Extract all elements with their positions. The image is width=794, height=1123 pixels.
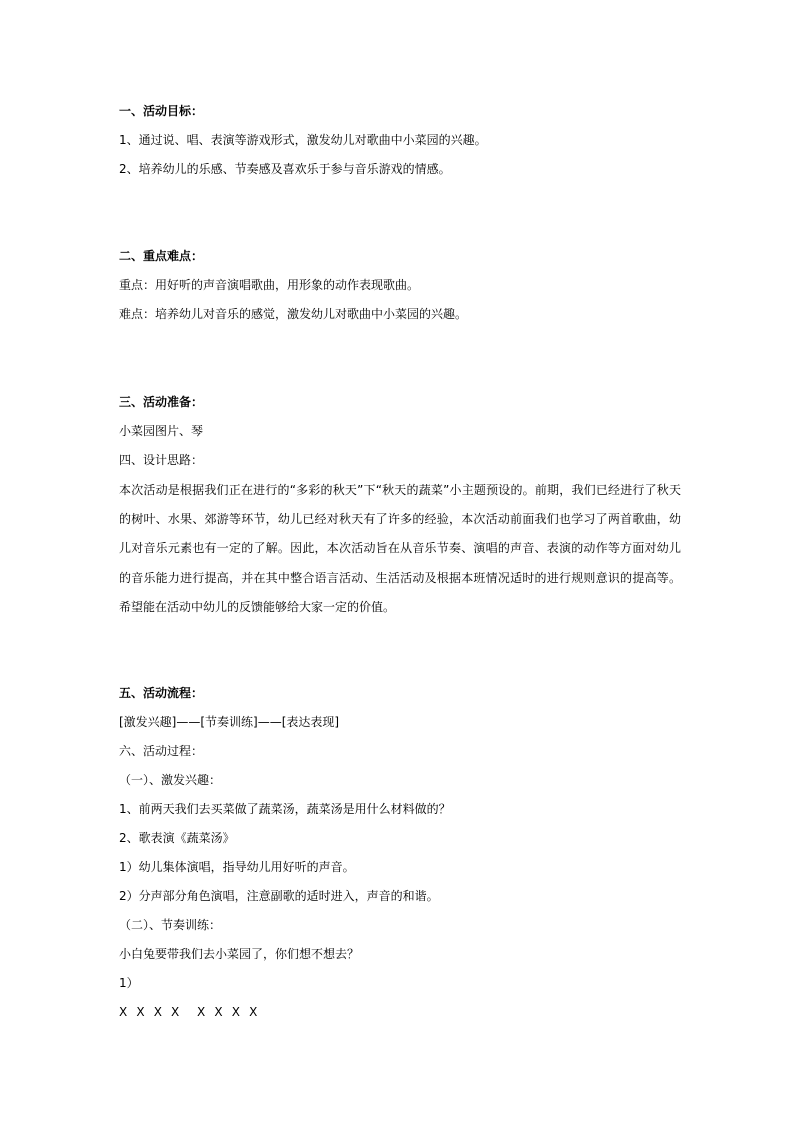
section-heading-design: 四、设计思路： bbox=[119, 453, 204, 467]
preparation-materials: 小菜园图片、琴 bbox=[119, 424, 204, 438]
goal-item-2: 2、培养幼儿的乐感、节奏感及喜欢乐于参与音乐游戏的情感。 bbox=[119, 162, 451, 176]
design-paragraph: 本次活动是根据我们正在进行的“多彩的秋天”下“秋天的蔬菜”小主题预设的。前期，我们已经进行了秋天的树叶、水果、郊游等环节，幼儿已经对秋天有了许多的经验，本次活动前面我们也学习了两首歌曲，幼儿对音乐元素也有一定的了解。因此，本次活动旨在从音乐节奏、演唱的声音、表演的动作等方面对幼儿的音乐能力进行提高，并在其中整合语言活动、生活活动及根据本班情况适时的进行规则意识的提高等。希望能在活动中幼儿的反馈能够给大家一定的价值。 bbox=[119, 483, 681, 614]
section-heading-preparation: 三、活动准备： bbox=[119, 395, 204, 409]
process-part1-step1: 1）幼儿集体演唱，指导幼儿用好听的声音。 bbox=[119, 860, 355, 874]
key-point-focus: 重点：用好听的声音演唱歌曲，用形象的动作表现歌曲。 bbox=[119, 278, 420, 292]
process-part1-step2: 2）分声部分角色演唱，注意副歌的适时进入，声音的和谐。 bbox=[119, 889, 439, 903]
flow-steps: [激发兴趣]——[节奏训练]——[表达表现] bbox=[119, 715, 340, 729]
key-point-difficulty: 难点：培养幼儿对音乐的感觉，激发幼儿对歌曲中小菜园的兴趣。 bbox=[119, 307, 468, 321]
section-heading-key-points: 二、重点难点： bbox=[119, 249, 204, 263]
process-part2-title: （二）、节奏训练： bbox=[119, 918, 222, 932]
section-heading-goals: 一、活动目标： bbox=[119, 104, 204, 118]
process-part2-intro: 小白兔要带我们去小菜园了，你们想不想去？ bbox=[119, 947, 360, 961]
process-part1-question1: 1、前两天我们去买菜做了蔬菜汤，蔬菜汤是用什么材料做的？ bbox=[119, 802, 451, 816]
process-part2-item: 1） bbox=[119, 976, 139, 990]
goal-item-1: 1、通过说、唱、表演等游戏形式，激发幼儿对歌曲中小菜园的兴趣。 bbox=[119, 133, 487, 147]
process-part1-title: （一）、激发兴趣： bbox=[119, 773, 222, 787]
process-part1-question2: 2、歌表演《蔬菜汤》 bbox=[119, 831, 235, 845]
section-heading-flow: 五、活动流程： bbox=[119, 686, 204, 700]
section-heading-process: 六、活动过程： bbox=[119, 744, 204, 758]
rhythm-pattern: X X X X X X X X bbox=[119, 1005, 258, 1019]
